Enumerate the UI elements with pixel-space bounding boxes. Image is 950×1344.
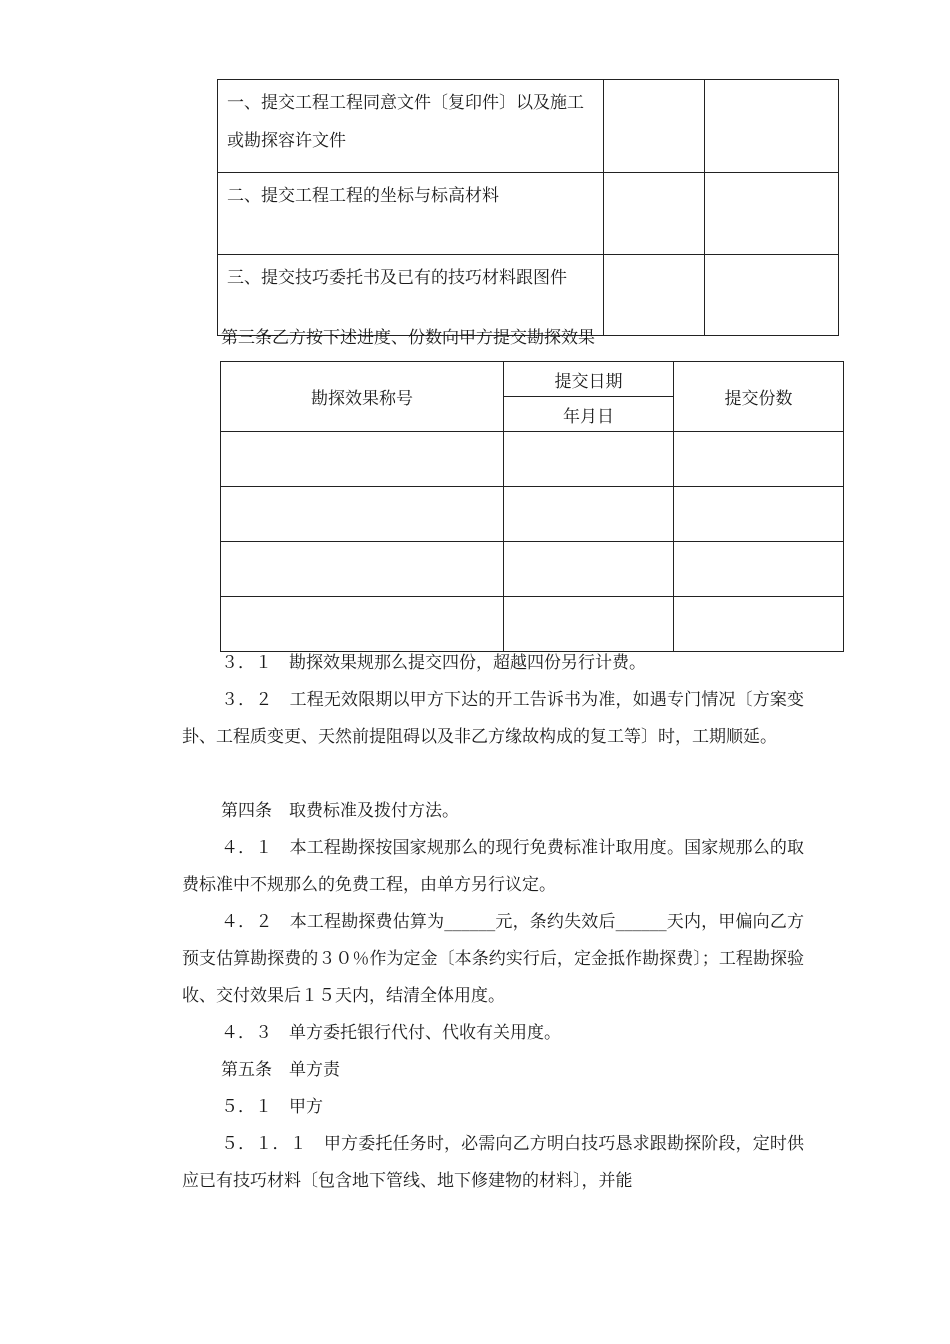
requirement-cell: 一、提交工程工程同意文件〔复印件〕以及施工或勘探容许文件 <box>218 80 604 173</box>
empty-cell <box>674 542 844 597</box>
clause-4-1: ４．１ 本工程勘探按国家规那么的现行免费标准计取用度。国家规那么的取费标准中不规那么的免费工程，由单方另行议定。 <box>182 838 804 895</box>
article-3-heading: 第三条乙方按下述进度、份数向甲方提交勘探效果 <box>221 328 595 348</box>
clause-5-1-1: ５．１．１ 甲方委托任务时，必需向乙方明白技巧恳求跟勘探阶段，定时供应已有技巧材料〔包含地下管线、地下修建物的材料〕，并能 <box>182 1134 804 1191</box>
empty-cell <box>674 597 844 652</box>
clause-3-2: ３．２ 工程无效限期以甲方下达的开工告诉书为准，如遇专门情况〔方案变卦、工程质变更、天然前提阻碍以及非乙方缘故构成的复工等〕时，工期顺延。 <box>182 690 804 747</box>
empty-cell <box>504 487 674 542</box>
empty-cell <box>704 255 838 336</box>
table-row <box>221 597 844 652</box>
empty-cell <box>221 597 504 652</box>
empty-cell <box>603 173 704 255</box>
empty-cell <box>603 255 704 336</box>
header-result-name: 勘探效果称号 <box>221 362 504 432</box>
empty-cell <box>704 80 838 173</box>
header-copies: 提交份数 <box>674 362 844 432</box>
clause-4-2: ４．２ 本工程勘探费估算为______元，条约失效后______天内，甲偏向乙方预支估算勘探费的３０％作为定金〔本条约实行后，定金抵作勘探费〕；工程勘探验收、交付效果后１５天内，结清全体用度。 <box>182 912 804 1006</box>
table-row <box>221 487 844 542</box>
table-row <box>218 255 839 336</box>
clause-5-1: ５．１ 甲方 <box>221 1097 323 1117</box>
requirement-cell: 三、提交技巧委托书及已有的技巧材料跟图件 <box>218 255 604 336</box>
empty-cell <box>221 487 504 542</box>
requirement-cell: 二、提交工程工程的坐标与标高材料 <box>218 173 604 255</box>
empty-cell <box>221 542 504 597</box>
table-header-row <box>221 362 844 397</box>
empty-cell <box>704 173 838 255</box>
clause-4-3: ４．３ 单方委托银行代付、代收有关用度。 <box>221 1023 561 1043</box>
survey-results-table <box>220 361 844 652</box>
empty-cell <box>674 487 844 542</box>
table-row <box>218 80 839 173</box>
clause-3-1: ３．１ 勘探效果规那么提交四份，超越四份另行计费。 <box>221 653 646 673</box>
empty-cell <box>504 432 674 487</box>
empty-cell <box>504 542 674 597</box>
table-row <box>221 542 844 597</box>
submission-requirements-table <box>217 79 839 336</box>
table-row <box>218 173 839 255</box>
empty-cell <box>674 432 844 487</box>
empty-cell <box>504 597 674 652</box>
empty-cell <box>221 432 504 487</box>
header-submit-date: 提交日期 <box>504 362 674 397</box>
article-5-heading: 第五条 单方责 <box>221 1060 340 1080</box>
empty-cell <box>603 80 704 173</box>
table-row <box>221 432 844 487</box>
header-date-format: 年月日 <box>504 397 674 432</box>
article-4-heading: 第四条 取费标准及拨付方法。 <box>221 801 459 821</box>
